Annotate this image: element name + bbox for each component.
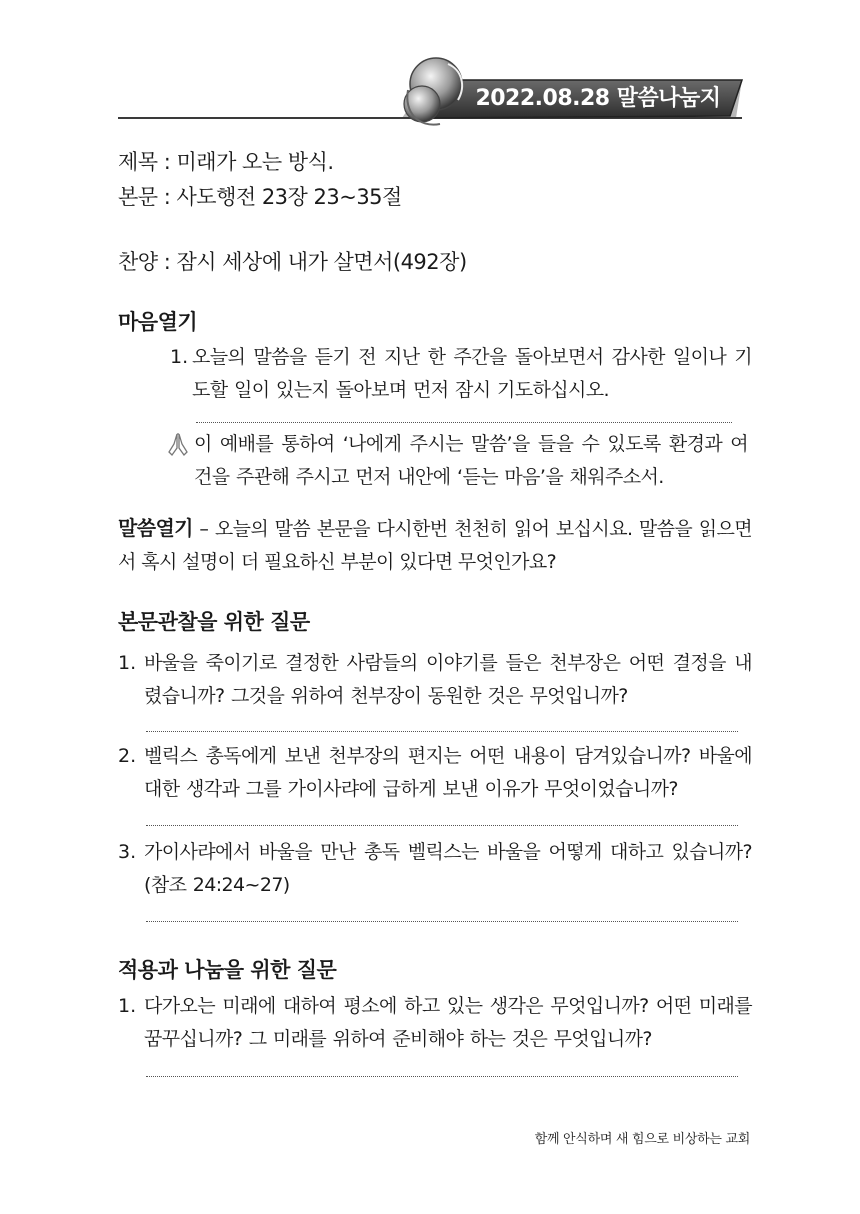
word-open-block (118, 512, 752, 579)
word-open-heading: 말씀열기 (118, 516, 193, 540)
observation-q2-number: 2. (118, 745, 137, 767)
answer-line (146, 921, 738, 922)
prayer-text: 이 예배를 통하여 ‘나에게 주시는 말씀’을 들을 수 있도록 환경과 여건을 주관해 주시고 먼저 내안에 ‘듣는 마음’을 채워주소서. (194, 433, 748, 488)
answer-line (146, 731, 738, 732)
observation-heading: 본문관찰을 위한 질문 (118, 610, 310, 634)
praying-hands-icon (166, 432, 190, 458)
observation-q1-number: 1. (118, 652, 137, 674)
hymn-line: 찬양 : 잠시 세상에 내가 살면서(492장) (118, 250, 467, 274)
observation-q2-text: 벨릭스 총독에게 보낸 천부장의 편지는 어떤 내용이 담겨있습니까? 바울에 대한 생각과 그를 가이사랴에 급하게 보낸 이유가 무엇이었습니까? (144, 745, 752, 800)
heart-open-item-number: 1. (170, 346, 189, 368)
application-q1-text: 다가오는 미래에 대하여 평소에 하고 있는 생각은 무엇입니까? 어떤 미래를 꿈꾸십니까? 그 미래를 위하여 준비해야 하는 것은 무엇입니까? (144, 995, 752, 1050)
heart-open-heading: 마음열기 (118, 310, 198, 334)
church-slogan: 함께 안식하며 새 힘으로 비상하는 교회 (534, 1132, 750, 1147)
observation-q1-text: 바울을 죽이기로 결정한 사람들의 이야기를 들은 천부장은 어떤 결정을 내렸습니까? 그것을 위하여 천부장이 동원한 것은 무엇입니까? (144, 652, 752, 707)
answer-line (196, 422, 732, 423)
header-banner (0, 0, 860, 140)
word-open-text: – 오늘의 말씀 본문을 다시한번 천천히 읽어 보십시요. 말씀을 읽으면서 혹시 설명이 더 필요하신 부분이 있다면 무엇인가요? (118, 518, 752, 573)
heart-open-item-text: 오늘의 말씀을 듣기 전 지난 한 주간을 돌아보면서 감사한 일이나 기도할 일이 있는지 돌아보며 먼저 잠시 기도하십시오. (192, 346, 752, 401)
application-heading: 적용과 나눔을 위한 질문 (118, 958, 337, 982)
answer-line (146, 825, 738, 826)
observation-q3-number: 3. (118, 841, 137, 863)
application-q1-number: 1. (118, 995, 137, 1017)
date-title: 2022.08.28 말씀나눔지 (475, 86, 721, 111)
sermon-title: 제목 : 미래가 오는 방식. (118, 150, 334, 174)
observation-q3-text: 가이사랴에서 바울을 만난 총독 벨릭스는 바울을 어떻게 대하고 있습니까? (참조 24:24~27) (144, 841, 752, 896)
scripture-reference: 본문 : 사도행전 23장 23~35절 (118, 185, 402, 209)
answer-line (146, 1076, 738, 1077)
banner-graphic (0, 0, 860, 140)
